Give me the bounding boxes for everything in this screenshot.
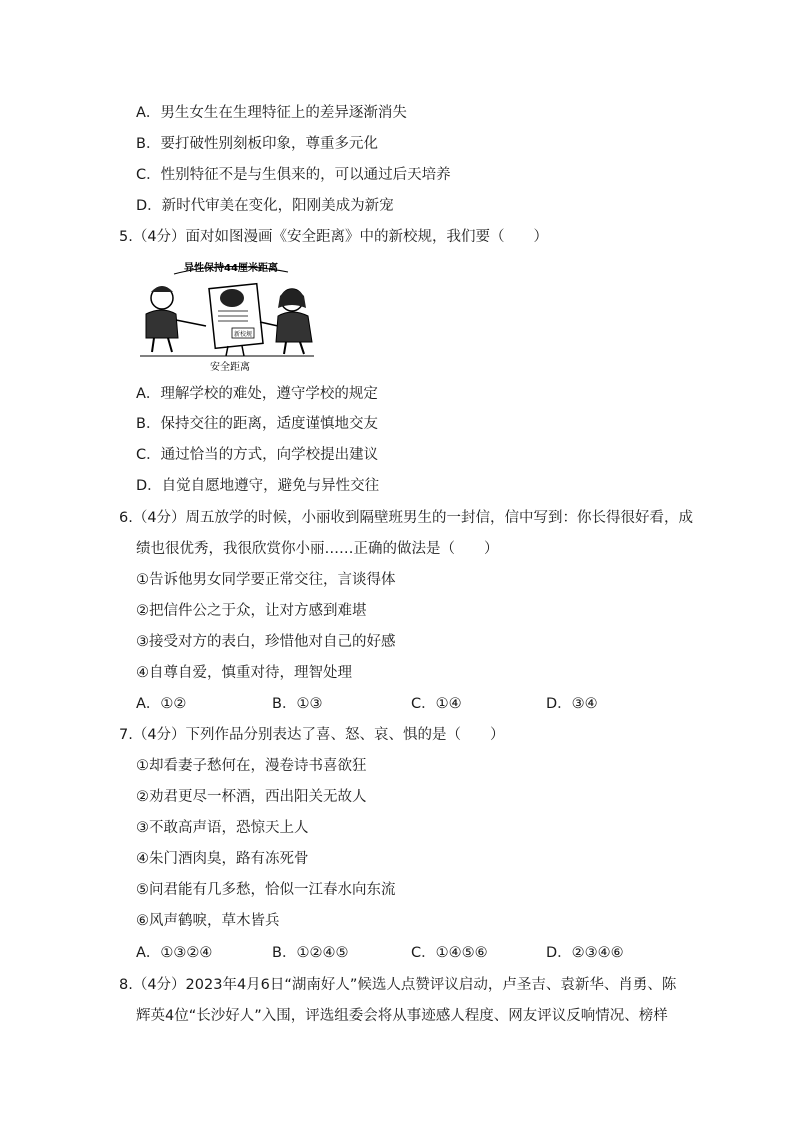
q5-option-b: B．保持交往的距离，适度谨慎地交友 (136, 416, 378, 432)
q5-option-d: D．自觉自愿地遵守，避免与异性交往 (136, 478, 380, 494)
q6-choice-d: D．③④ (546, 696, 598, 712)
q4-option-c: C．性别特征不是与生俱来的，可以通过后天培养 (136, 167, 451, 183)
q7-stem: 7.（4分）下列作品分别表达了喜、怒、哀、惧的是（ ） (119, 727, 505, 743)
q5-option-a: A．理解学校的难处，遵守学校的规定 (136, 386, 378, 402)
cartoon-caption: 安全距离 (210, 362, 250, 373)
q7-item-5: ⑤问君能有几多愁，恰似一江春水向东流 (136, 882, 396, 898)
q6-item-2: ②把信件公之于众，让对方感到难堪 (136, 603, 367, 619)
q4-option-b: B．要打破性别刻板印象，尊重多元化 (136, 136, 378, 152)
q7-choice-a: A．①③②④ (136, 945, 213, 961)
q6-stem-line2: 绩也很优秀，我很欣赏你小丽……正确的做法是（ ） (136, 541, 499, 557)
q7-choice-b: B．①②④⑤ (272, 945, 349, 961)
q6-choice-b: B．①③ (272, 696, 323, 712)
q6-choice-c: C．①④ (411, 696, 462, 712)
q6-item-4: ④自尊自爱，慎重对待，理智处理 (136, 665, 352, 681)
q6-item-3: ③接受对方的表白，珍惜他对自己的好感 (136, 634, 396, 650)
q5-stem: 5.（4分）面对如图漫画《安全距离》中的新校规，我们要（ ） (119, 229, 549, 245)
q6-stem-line1: 6.（4分）周五放学的时候，小丽收到隔壁班男生的一封信，信中写到：你长得很好看，成 (119, 510, 694, 526)
q7-choice-c: C．①④⑤⑥ (411, 945, 488, 961)
q4-option-a: A．男生女生在生理特征上的差异逐渐消失 (136, 105, 407, 121)
cartoon-sign-text: 新校规 (233, 331, 253, 338)
q4-option-d: D．新时代审美在变化，阳刚美成为新宠 (136, 198, 394, 214)
q6-item-1: ①告诉他男女同学要正常交往，言谈得体 (136, 572, 396, 588)
q5-option-c: C．通过恰当的方式，向学校提出建议 (136, 447, 379, 463)
q8-stem-line1: 8.（4分）2023年4月6日“湖南好人”候选人点赞评议启动，卢圣吉、袁新华、肖勇、陈 (119, 977, 677, 993)
safe-distance-cartoon (136, 256, 316, 374)
cartoon-banner-text: 异性保持44厘米距离 (184, 263, 278, 274)
q8-stem-line2: 辉英4位“长沙好人”入围，评选组委会将从事迹感人程度、网友评议反响情况、榜样 (136, 1008, 668, 1024)
q7-item-4: ④朱门酒肉臭，路有冻死骨 (136, 851, 309, 867)
q7-choice-d: D．②③④⑥ (546, 945, 624, 961)
q7-item-1: ①却看妻子愁何在，漫卷诗书喜欲狂 (136, 758, 367, 774)
q7-item-3: ③不敢高声语，恐惊天上人 (136, 820, 309, 836)
q6-choice-a: A．①② (136, 696, 187, 712)
q7-item-6: ⑥风声鹤唳，草木皆兵 (136, 913, 280, 929)
q7-item-2: ②劝君更尽一杯酒，西出阳关无故人 (136, 789, 367, 805)
